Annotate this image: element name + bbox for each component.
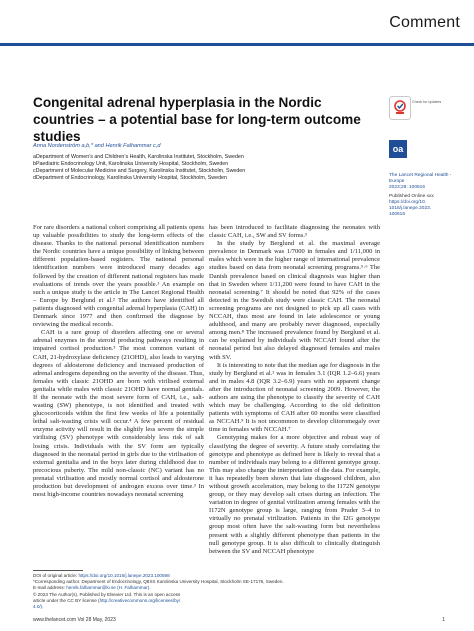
doi-line-2[interactable]: 1016/j.lanepe.2023. xyxy=(389,206,432,212)
body-paragraph: Genotyping makes for a more objective and robust way of classifying the degree of severity. A future study correlating the genotype and phenotype as defined here is likely to reveal that a number of individuals may belong to a different genotype group. This may also change the interpretation of the data. For example, it has repeatedly been shown that late diagnosed children, also without growth acceleration, may belong to the I172N genotype group, or they may develop salt crises during an infection. The variation in degree of genital virilization among females with the I172N genotype group is large, ranging from Prader 3–4 to virtually no prenatal virilization. Patients in the I2G genotype group most often have the salt-wasting form but nevertheless present with a slightly different phenotype than patients in the null genotype group. It is also difficult to clinically distinguish between the SV and NCCAH phenotype xyxy=(209,434,380,555)
email-link[interactable]: henrik.falhammar@ki.se (H. Falhammar). xyxy=(66,585,151,591)
body-paragraph: It is interesting to note that the median age for diagnosis in the study by Berglund et al.² was in females 3.1 (IQR 1.2–6.6) years and in males 4.8 (IQR 3.2–6.9) years with no apparent change after the introduction of neonatal screening 2009. However, the authors are using the phenotype to classify the severity of CAH which may be challenging. According to the old definition patients with symptoms of CAH after 60 months were classified as NCCAH.⁹ It is not uncommon to develop clitoromegaly over time in females with NCCAH.⁷ xyxy=(209,361,380,434)
license-suffix xyxy=(33,604,204,610)
journal-issue: 2023;28: 100616 xyxy=(389,185,426,191)
license-prefix: article under the CC BY license ( xyxy=(33,597,100,603)
journal-name: The Lancet Regional Health - Europe xyxy=(389,173,452,185)
header-rule xyxy=(0,43,474,46)
affiliation-b: bPaediatric Endocrinology Unit, Karolinska University Hospital, Stockholm, Sweden xyxy=(33,161,229,167)
copyright-line: © 2023 The Author(s). Published by Elsevier Ltd. This is an open access xyxy=(33,591,181,597)
body-paragraph: CAH is a rare group of disorders affecting one or several adrenal enzymes in the steroid producing pathways resulting in impaired cortisol production.³ The most common variant of CAH, 21-hydroxylase deficiency (21OHD), also leads to varying degrees of aldosterone deficiency and increased production of adrenal androgens depending on the severity of the disease. Thus, females with classic 21OHD are born with virilised external genitalia while males with classic 21OHD have normal genitals. If the neonate with the most severe form of CAH, i.e., salt-wasting (SW) phenotype, is not identified and treated with glucocorticoids within the first few weeks of life a potentially lethal salt-wasting crisis will occur.⁴ A few percent of residual enzyme activity will result in the slightly less severe the simple virilising (SV) phenotype with considerably less risk of salt losing crisis. Individuals with the SV form are typically diagnosed in the neonatal period in girls due to the virilisation of external genitalia and in the boys later during childhood due to precocious puberty. The mild non-classic (NC) variant has no prenatal virilisation and mostly normal cortisol and aldosterone production but development of androgen excess over time.³ In most high-income countries nowadays neonatal screening xyxy=(33,329,204,499)
footnotes xyxy=(33,573,284,610)
check-updates-badge[interactable] xyxy=(389,96,447,120)
body-paragraph: For rare disorders a national cohort comprising all patients opens up valuable possibilities to study the long-term effects of the disease. Thanks to the national personal identification numbers the Nordic countries have a unique possibility of linking between different population-based registers. The national personal identification numbers were introduced many decades ago followed by the creation of different national registers has made evaluations of trends over the years possible.¹ An example on such a unique study is the article in The Lancet Regional Health – Europe by Berglund et al.² The authors have identified all patients diagnosed with congenital adrenal hyperplasia (CAH) in Denmark since 1977 and then confirmed the diagnose by reviewing the medical records. xyxy=(33,224,204,329)
published-online: Published Online xxx xyxy=(389,193,434,199)
email-prefix: E-mail address: xyxy=(33,585,67,591)
footnote-divider xyxy=(33,570,83,571)
section-label: Comment xyxy=(389,14,460,31)
article-title: Congenital adrenal hyperplasia in the Nordic countries – a potential base for long-term outcome studies xyxy=(33,95,361,144)
affiliation-d: dDepartment of Endocrinology, Karolinska University Hospital, Stockholm, Sweden xyxy=(33,175,227,181)
body-paragraph: In the study by Berglund et al. the maximal average prevalence in Denmark was 1/7000 in females and 1/11,000 in males which were in the higher range of international prevalence studies based on data from neonatal screening programs.⁵·⁶ The Danish prevalence based on clinical diagnosis was higher than that in Sweden where 1/11,200 were found to have CAH in the neonatal screening.⁷ It should be noted that 92% of the cases detected in the Swedish study were classic CAH. The neonatal screening programs are not designed to pick up all cases with NCCAH, thus most are found in late adolescence or young adulthood, and many are probably never diagnosed, especially among men.⁸ The increased prevalence found by Berglund et al. can be explained by individuals with NCCAH found after the neonatal period but also delayed diagnosed females and males with SV. xyxy=(209,240,380,361)
page-number: 1 xyxy=(442,617,445,623)
body-paragraph: has been introduced to facilitate diagnosing the neonates with classic CAH, i.e., SW and SV forms.⁵ xyxy=(209,224,380,240)
body-column-right xyxy=(209,224,380,622)
affiliation-a: aDepartment of Women’s and Children’s Health, Karolinska Institutet, Stockholm, Sweden xyxy=(33,154,244,160)
doi-line-3[interactable]: 100616 xyxy=(389,212,406,218)
article-authors[interactable]: Anna Nordenström a,b,* and Henrik Falhammar c,d xyxy=(33,143,161,149)
license-line xyxy=(33,598,204,604)
license-link[interactable]: http://creativecommons.org/licenses/by/ xyxy=(99,597,181,603)
open-access-icon: oa xyxy=(389,140,407,158)
check-updates-label[interactable]: Check for updates xyxy=(412,100,442,104)
journal-info xyxy=(389,173,459,218)
check-updates-icon[interactable] xyxy=(389,96,411,120)
doi-line-1[interactable]: https://doi.org/10. xyxy=(389,199,427,205)
affiliations xyxy=(33,154,363,182)
doi-original-link[interactable]: https://doi.org/10.1016/j.lanepe.2023.100598 xyxy=(78,573,170,578)
body-column-left xyxy=(33,224,204,560)
affiliation-c: cDepartment of Molecular Medicine and Surgery, Karolinska Institutet, Stockholm, Sweden xyxy=(33,168,246,174)
footer-journal[interactable]: www.thelancet.com Vol 28 May, 2023 xyxy=(33,617,116,623)
license-link-suffix[interactable]: 4.0/). xyxy=(33,604,44,610)
doi-prefix: DOI of original article: xyxy=(33,573,79,578)
corresponding-author: *Corresponding author. Department of Endocrinology, Q8XS Karolinska University Hospital, Stockholm SE-17176, Sweden. xyxy=(33,579,284,585)
